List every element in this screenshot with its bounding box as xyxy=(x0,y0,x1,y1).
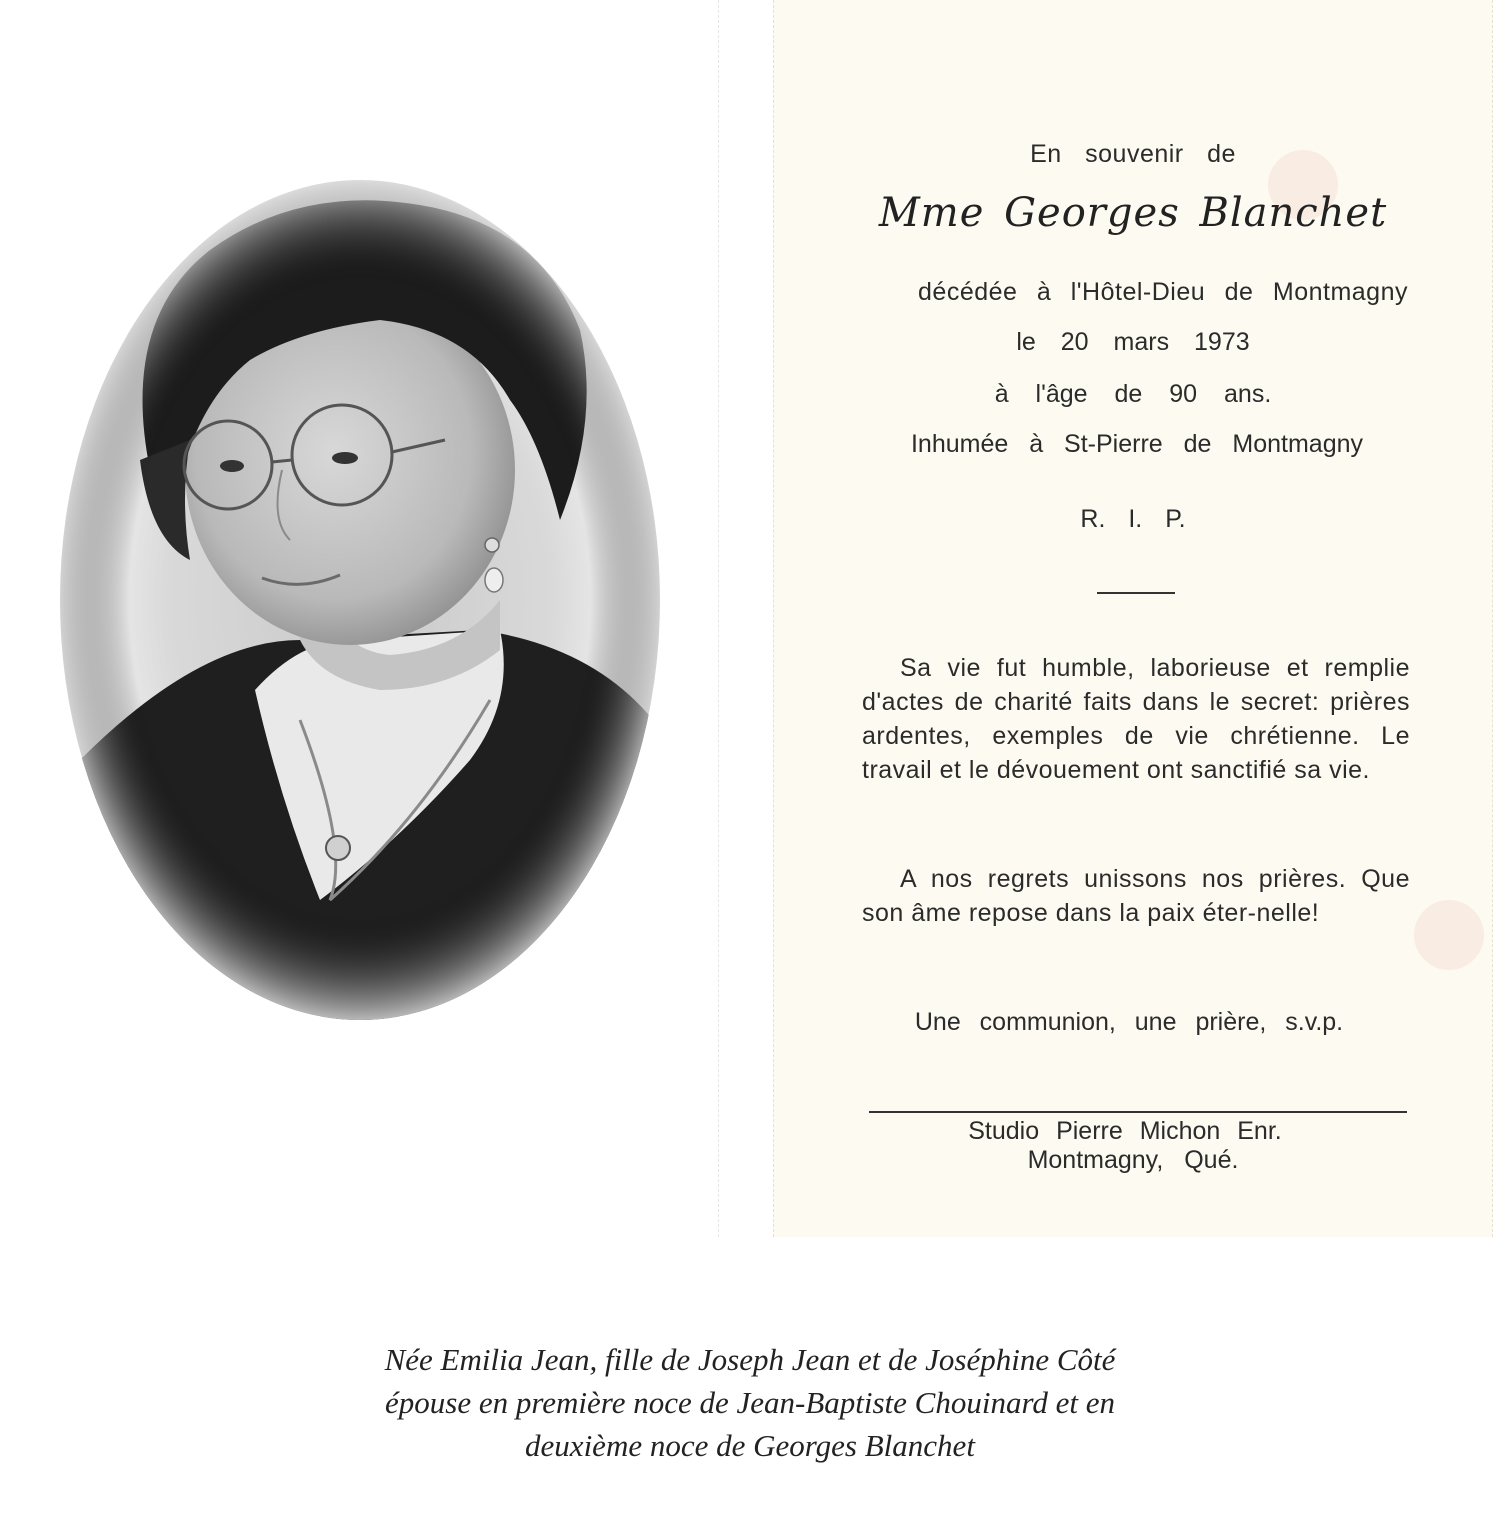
paper-stain xyxy=(1414,900,1484,970)
portrait-photo-card xyxy=(0,0,719,1237)
caption-line: deuxième noce de Georges Blanchet xyxy=(525,1428,975,1463)
portrait-photo xyxy=(0,0,718,1237)
caption-line: épouse en première noce de Jean-Baptiste Chouinard et en xyxy=(385,1385,1115,1420)
age-at-death: à l'âge de 90 ans. xyxy=(994,380,1272,408)
short-divider xyxy=(1097,592,1175,594)
death-place: décédée à l'Hôtel-Dieu de Montmagny xyxy=(918,278,1408,306)
memorial-card xyxy=(773,0,1493,1237)
prayer-request: Une communion, une prière, s.v.p. xyxy=(914,1008,1344,1036)
studio-city: Montmagny, Qué. xyxy=(1027,1146,1239,1174)
rip-text: R. I. P. xyxy=(1080,505,1186,533)
burial-place: Inhumée à St-Pierre de Montmagny xyxy=(910,430,1364,458)
genealogy-caption xyxy=(0,1338,1500,1467)
card-heading: En souvenir de xyxy=(1030,140,1236,168)
tribute-paragraph: Sa vie fut humble, laborieuse et remplie d'actes de charité faits dans le secret: prières ardentes, exemples de vie chrétienne. Le travail et le dévouement ont sanctifié sa vie. xyxy=(862,654,1410,784)
studio-name: Studio Pierre Michon Enr. xyxy=(968,1117,1282,1145)
long-divider xyxy=(869,1111,1407,1113)
deceased-name: Mme Georges Blanchet xyxy=(878,190,1388,236)
caption-line: Née Emilia Jean, fille de Joseph Jean et de Joséphine Côté xyxy=(384,1342,1116,1377)
prayer-paragraph: A nos regrets unissons nos prières. Que son âme repose dans la paix éter-nelle! xyxy=(862,865,1410,927)
death-date: le 20 mars 1973 xyxy=(1016,328,1250,356)
